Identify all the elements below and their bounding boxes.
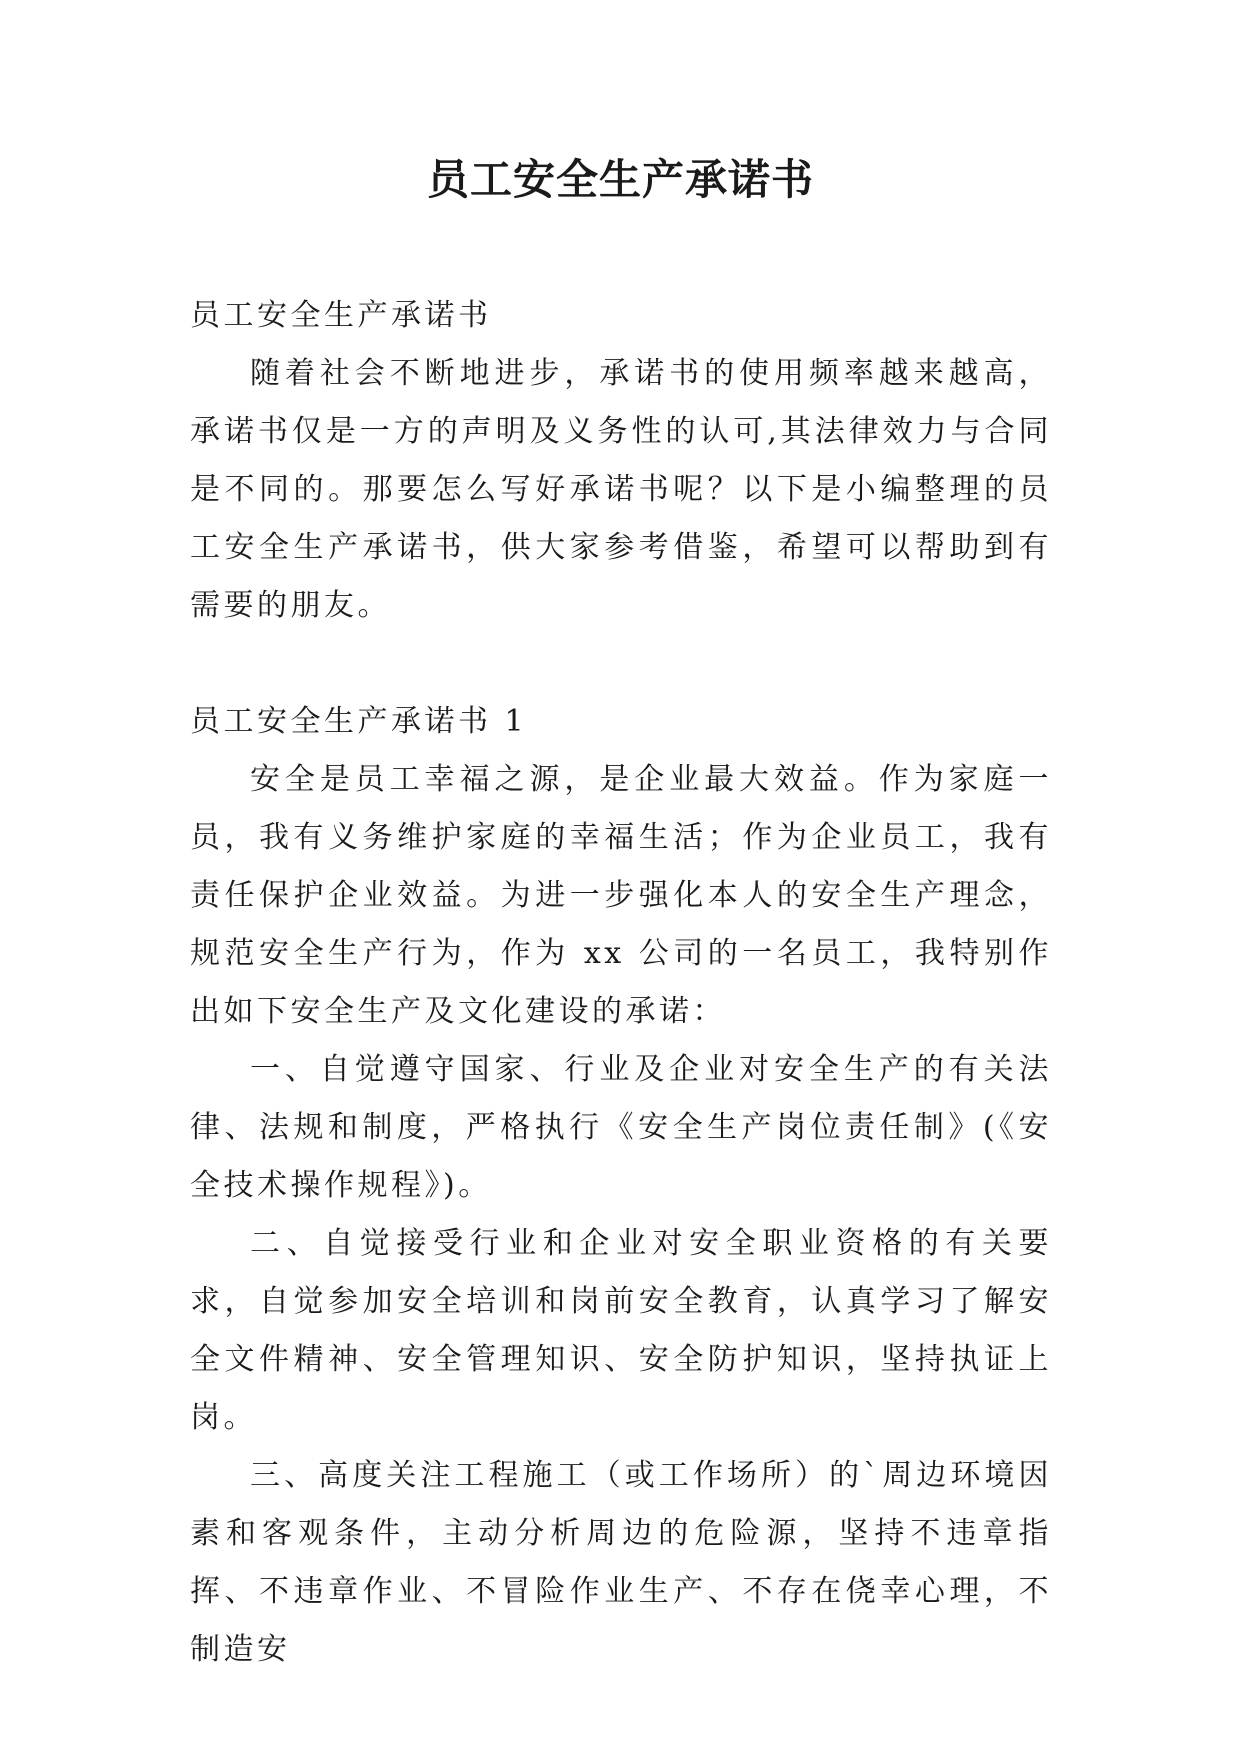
section-heading-1: 员工安全生产承诺书 1 [190, 704, 528, 739]
paragraph-spacer [190, 635, 1052, 693]
section1-paragraph-item-1: 一、自觉遵守国家、行业及企业对安全生产的有关法律、法规和制度，严格执行《安全生产岗位责任制》(《安全技术操作规程》)。 [190, 1052, 1052, 1203]
intro-paragraph: 随着社会不断地进步，承诺书的使用频率越来越高，承诺书仅是一方的声明及义务性的认可,其法律效力与合同是不同的。那要怎么写好承诺书呢？以下是小编整理的员工安全生产承诺书，供大家参考借鉴，希望可以帮助到有需要的朋友。 [190, 356, 1052, 623]
section1-paragraph-item-3: 三、高度关注工程施工（或工作场所）的`周边环境因素和客观条件，主动分析周边的危险源，坚持不违章指挥、不违章作业、不冒险作业生产、不存在侥幸心理，不制造安 [190, 1458, 1052, 1667]
section1-paragraph-item-2: 二、自觉接受行业和企业对安全职业资格的有关要求，自觉参加安全培训和岗前安全教育，认真学习了解安全文件精神、安全管理知识、安全防护知识，坚持执证上岗。 [190, 1226, 1052, 1435]
section1-paragraph-preamble: 安全是员工幸福之源，是企业最大效益。作为家庭一员，我有义务维护家庭的幸福生活；作为企业员工，我有责任保护企业效益。为进一步强化本人的安全生产理念，规范安全生产行为，作为 xx 公司的一名员工，我特别作出如下安全生产及文化建设的承诺： [190, 762, 1052, 1029]
document-title: 员工安全生产承诺书 [426, 155, 814, 204]
document-body [190, 287, 1052, 1679]
document-subtitle: 员工安全生产承诺书 [190, 298, 492, 333]
